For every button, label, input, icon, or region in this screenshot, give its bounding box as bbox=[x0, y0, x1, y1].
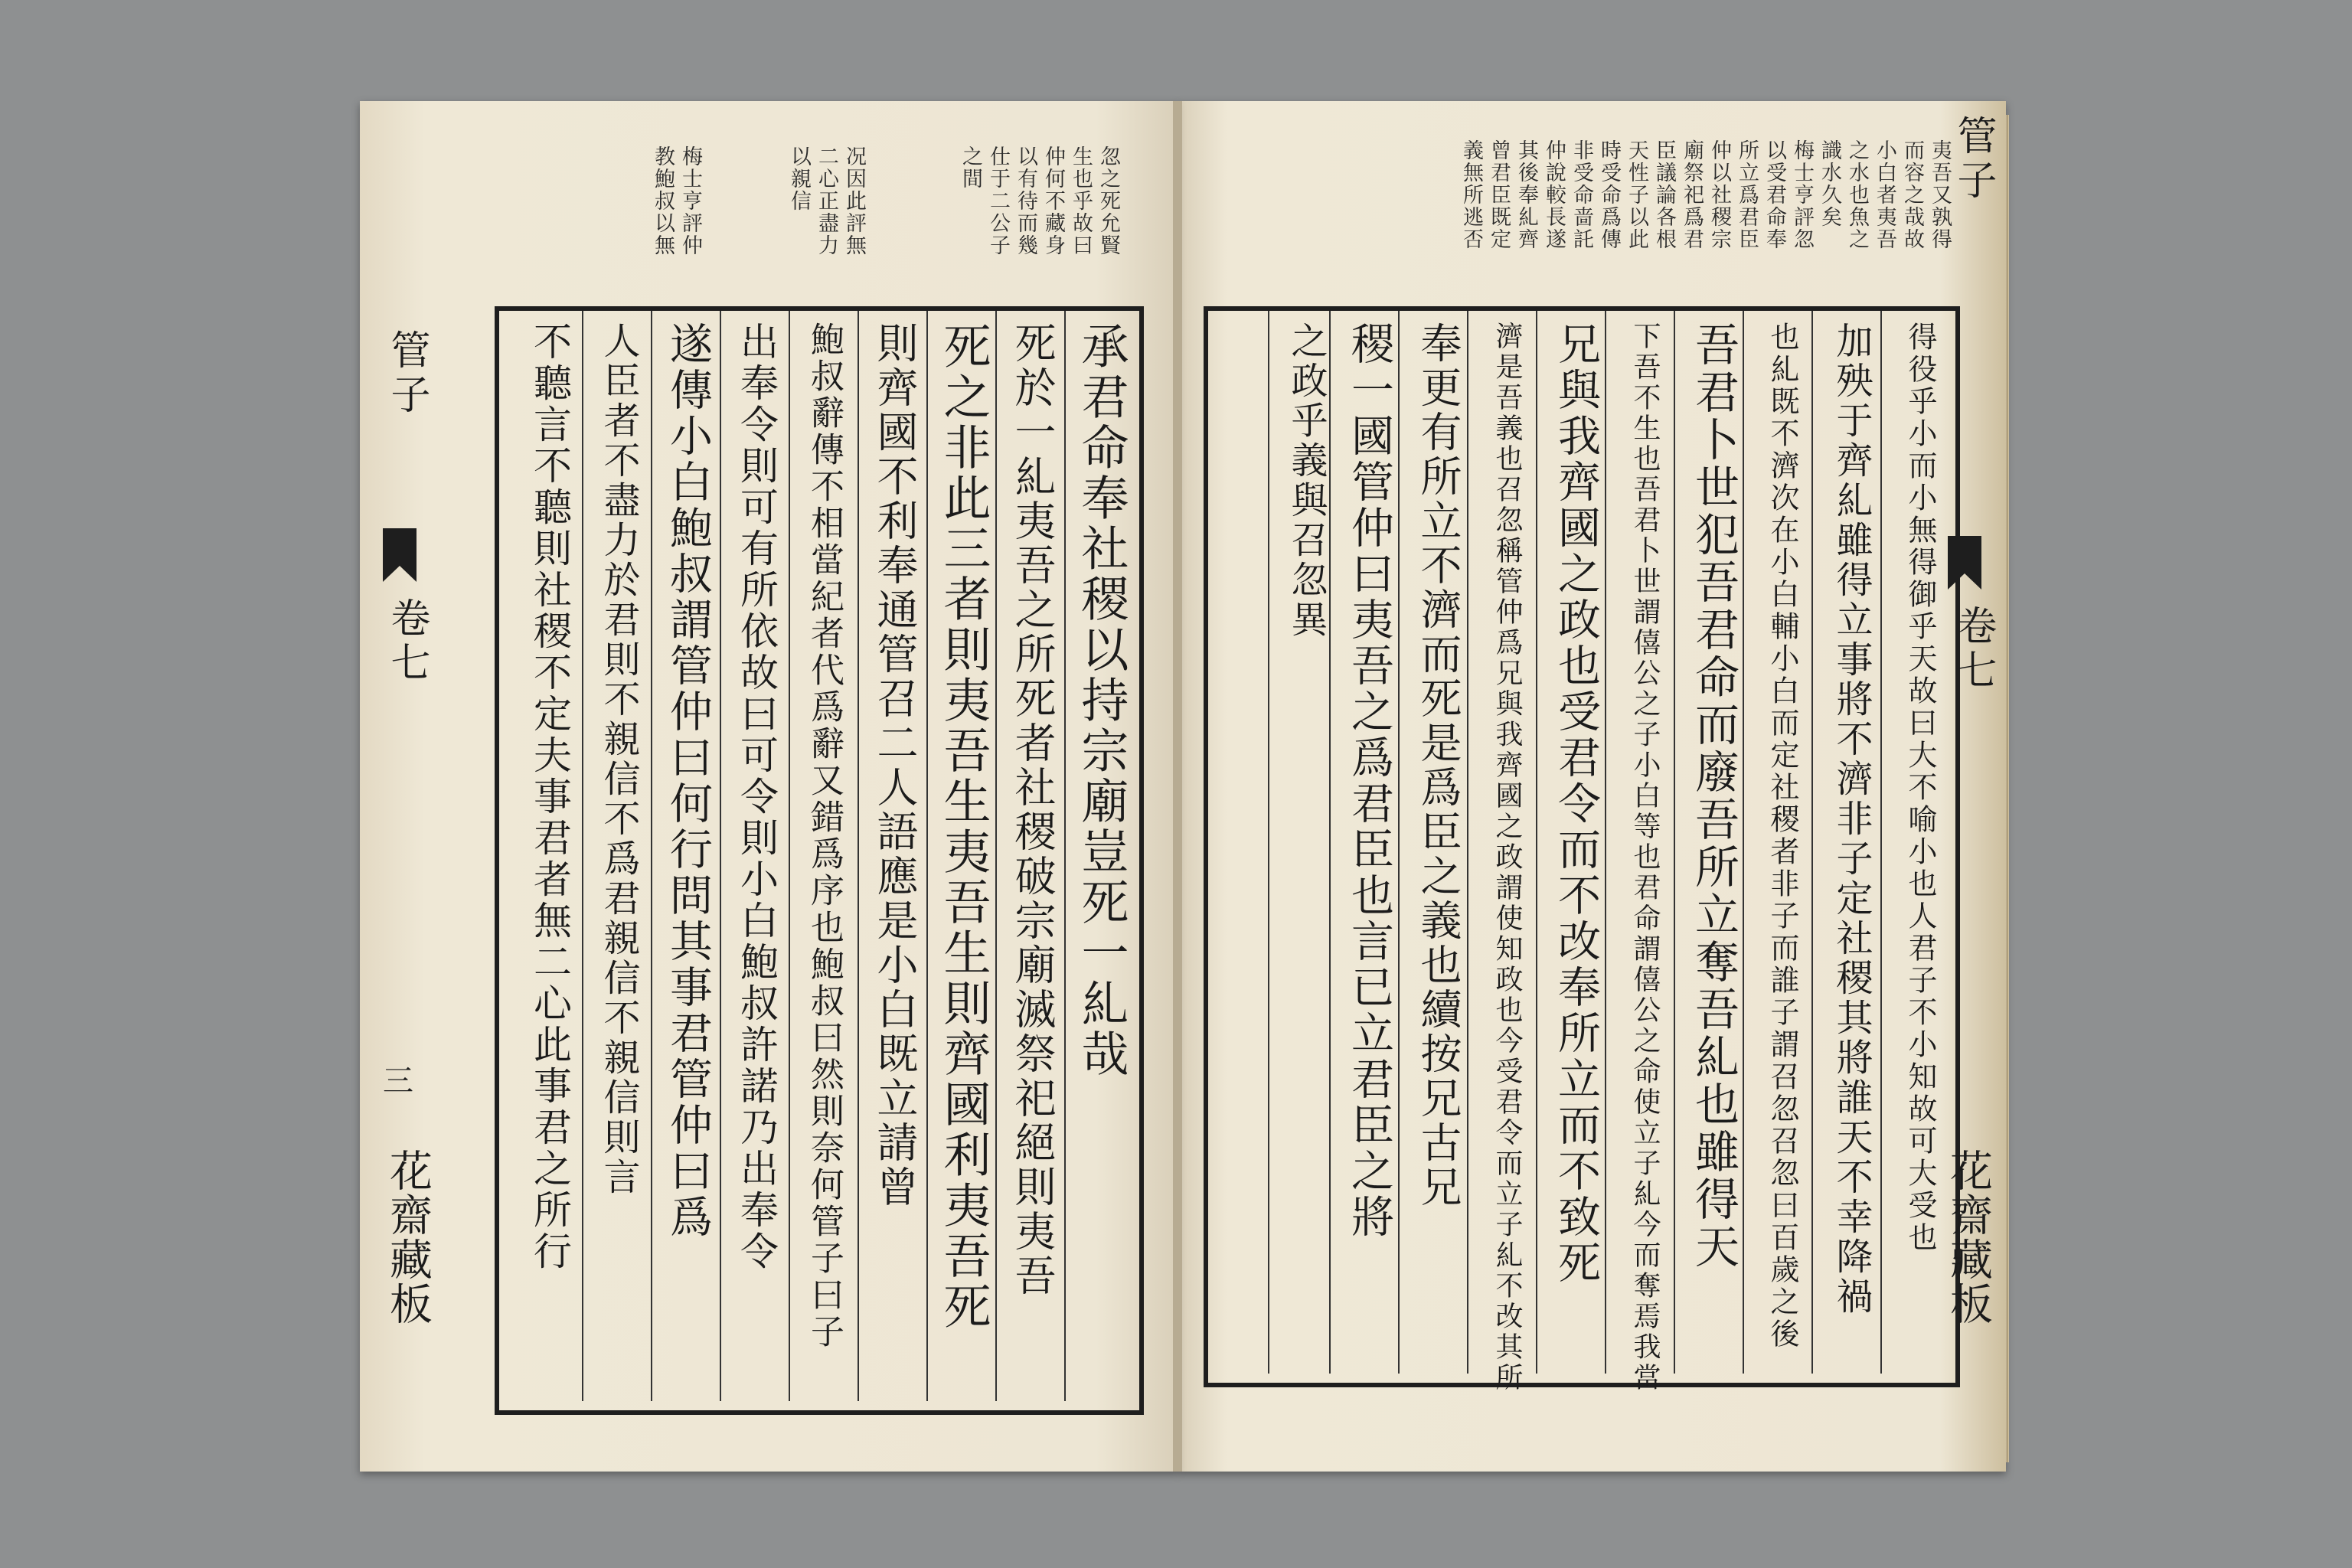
column-rule bbox=[995, 311, 997, 1401]
right-head-note: 義無所逃否 bbox=[1459, 139, 1483, 250]
left-head-note: 之間 bbox=[959, 145, 982, 190]
left-head-note: 二心正盡力 bbox=[815, 145, 838, 256]
left-text-column: 人臣者不盡力於君則不親信不爲君親信不親信則言 bbox=[597, 322, 640, 1197]
right-text-column: 稷一國管仲曰夷吾之爲君臣也言已立君臣之將 bbox=[1344, 322, 1394, 1240]
right-text-column: 也糺既不濟次在小白輔小白而定社稷者非子而誰子謂召忽召忽曰百歲之後 bbox=[1766, 322, 1799, 1351]
right-margin-juan: 卷七 bbox=[1950, 605, 1996, 694]
right-text-column: 之政乎義與召忽異 bbox=[1285, 322, 1328, 640]
right-text-column: 加殃于齊糺雖得立事將不濟非子定社稷其將誰天不幸降禍 bbox=[1830, 322, 1873, 1317]
left-folio-number: 三 bbox=[383, 1063, 413, 1099]
right-head-note: 非受命啬託 bbox=[1570, 139, 1593, 250]
right-head-note: 夷吾又孰得 bbox=[1928, 139, 1952, 250]
right-head-note: 仲說較長遂 bbox=[1542, 139, 1566, 250]
left-head-note: 教鮑叔以無 bbox=[651, 145, 675, 256]
left-margin-juan: 卷七 bbox=[384, 597, 430, 686]
right-head-note: 其後奉糺齊 bbox=[1514, 139, 1538, 250]
book-gutter bbox=[1173, 101, 1182, 1472]
right-head-note: 小白者夷吾 bbox=[1873, 139, 1896, 250]
left-text-column: 則齊國不利奉通管召二人語應是小白既立請曾 bbox=[871, 322, 919, 1210]
right-head-note: 臣議論各根 bbox=[1652, 139, 1676, 250]
left-text-column: 死於一糺夷吾之所死者社稷破宗廟滅祭祀絕則夷吾 bbox=[1008, 322, 1057, 1298]
column-rule bbox=[582, 311, 583, 1401]
right-head-note: 以受君命奉 bbox=[1762, 139, 1786, 250]
right-margin-title: 管子 bbox=[1950, 115, 1996, 204]
column-rule bbox=[1064, 311, 1066, 1401]
left-head-note: 仕于二公子 bbox=[986, 145, 1010, 256]
left-head-note: 生也乎故曰 bbox=[1069, 145, 1093, 256]
left-head-note: 况因此評無 bbox=[842, 145, 866, 256]
right-head-note: 天性子以此 bbox=[1625, 139, 1648, 250]
left-head-note: 仲何不藏身 bbox=[1041, 145, 1065, 256]
left-text-column: 遂傳小白鮑叔謂管仲曰何行問其事君管仲曰爲 bbox=[663, 322, 713, 1240]
left-head-note: 以有待而幾 bbox=[1014, 145, 1037, 256]
column-rule bbox=[858, 311, 859, 1401]
right-publisher-mark: 花齋藏板 bbox=[1943, 1148, 1993, 1326]
left-text-column: 鮑叔辭傳不相當紀者代爲辭又錯爲序也鮑叔曰然則奈何管子曰子 bbox=[805, 322, 844, 1351]
right-head-note: 時受命爲傳 bbox=[1597, 139, 1621, 250]
right-text-column: 兄與我齊國之政也受君令而不改奉所立而不致死 bbox=[1551, 322, 1601, 1286]
column-rule bbox=[789, 311, 790, 1401]
right-text-column: 濟是吾義也召忽稱管仲爲兄與我齊國之政謂使知政也今受君令而立子糺不改其所 bbox=[1491, 322, 1523, 1393]
right-head-note: 而容之哉故 bbox=[1900, 139, 1924, 250]
column-rule bbox=[651, 311, 652, 1401]
left-text-column: 承君命奉社稷以持宗廟豈死一糺哉 bbox=[1073, 322, 1129, 1080]
right-head-note: 之水也魚之 bbox=[1845, 139, 1869, 250]
right-head-note: 識水久矣 bbox=[1818, 139, 1841, 228]
left-text-column: 不聽言不聽則社稷不定夫事君者無二心此事君之所行 bbox=[528, 322, 572, 1272]
right-head-note: 仲以社稷宗 bbox=[1707, 139, 1731, 250]
right-head-note: 所立爲君臣 bbox=[1735, 139, 1759, 250]
right-text-column: 吾君卜世犯吾君命而廢吾所立奪吾糺也雖得天 bbox=[1687, 322, 1740, 1271]
column-rule bbox=[720, 311, 721, 1401]
left-head-note: 忽之死允賢 bbox=[1096, 145, 1120, 256]
right-text-column: 奉更有所立不濟而死是爲臣之義也續按兄古兄 bbox=[1414, 322, 1462, 1210]
left-head-note: 梅士亨評仲 bbox=[678, 145, 702, 256]
left-head-note: 以親信 bbox=[787, 145, 811, 212]
left-margin-title: 管子 bbox=[384, 329, 430, 418]
right-text-column: 下吾不生也吾君卜世謂僖公之子小白等也君命謂僖公之命使立子糺今而奪焉我當 bbox=[1629, 322, 1661, 1393]
left-text-column: 死之非此三者則夷吾生夷吾生則齊國利夷吾死 bbox=[936, 322, 991, 1332]
right-head-note: 梅士亨評忽 bbox=[1790, 139, 1814, 250]
right-head-note: 曾君臣既定 bbox=[1487, 139, 1511, 250]
right-head-note: 廟祭祀爲君 bbox=[1680, 139, 1704, 250]
left-publisher-mark: 花齋藏板 bbox=[383, 1148, 433, 1326]
right-text-column: 得役乎小而小無得御乎天故曰大不喻小也人君子不小知故可大受也 bbox=[1903, 322, 1937, 1254]
column-rule bbox=[1268, 311, 1269, 1374]
column-rule bbox=[926, 311, 928, 1401]
left-text-column: 出奉令則可有所依故曰可令則小白鮑叔許諾乃出奉令 bbox=[734, 322, 779, 1272]
